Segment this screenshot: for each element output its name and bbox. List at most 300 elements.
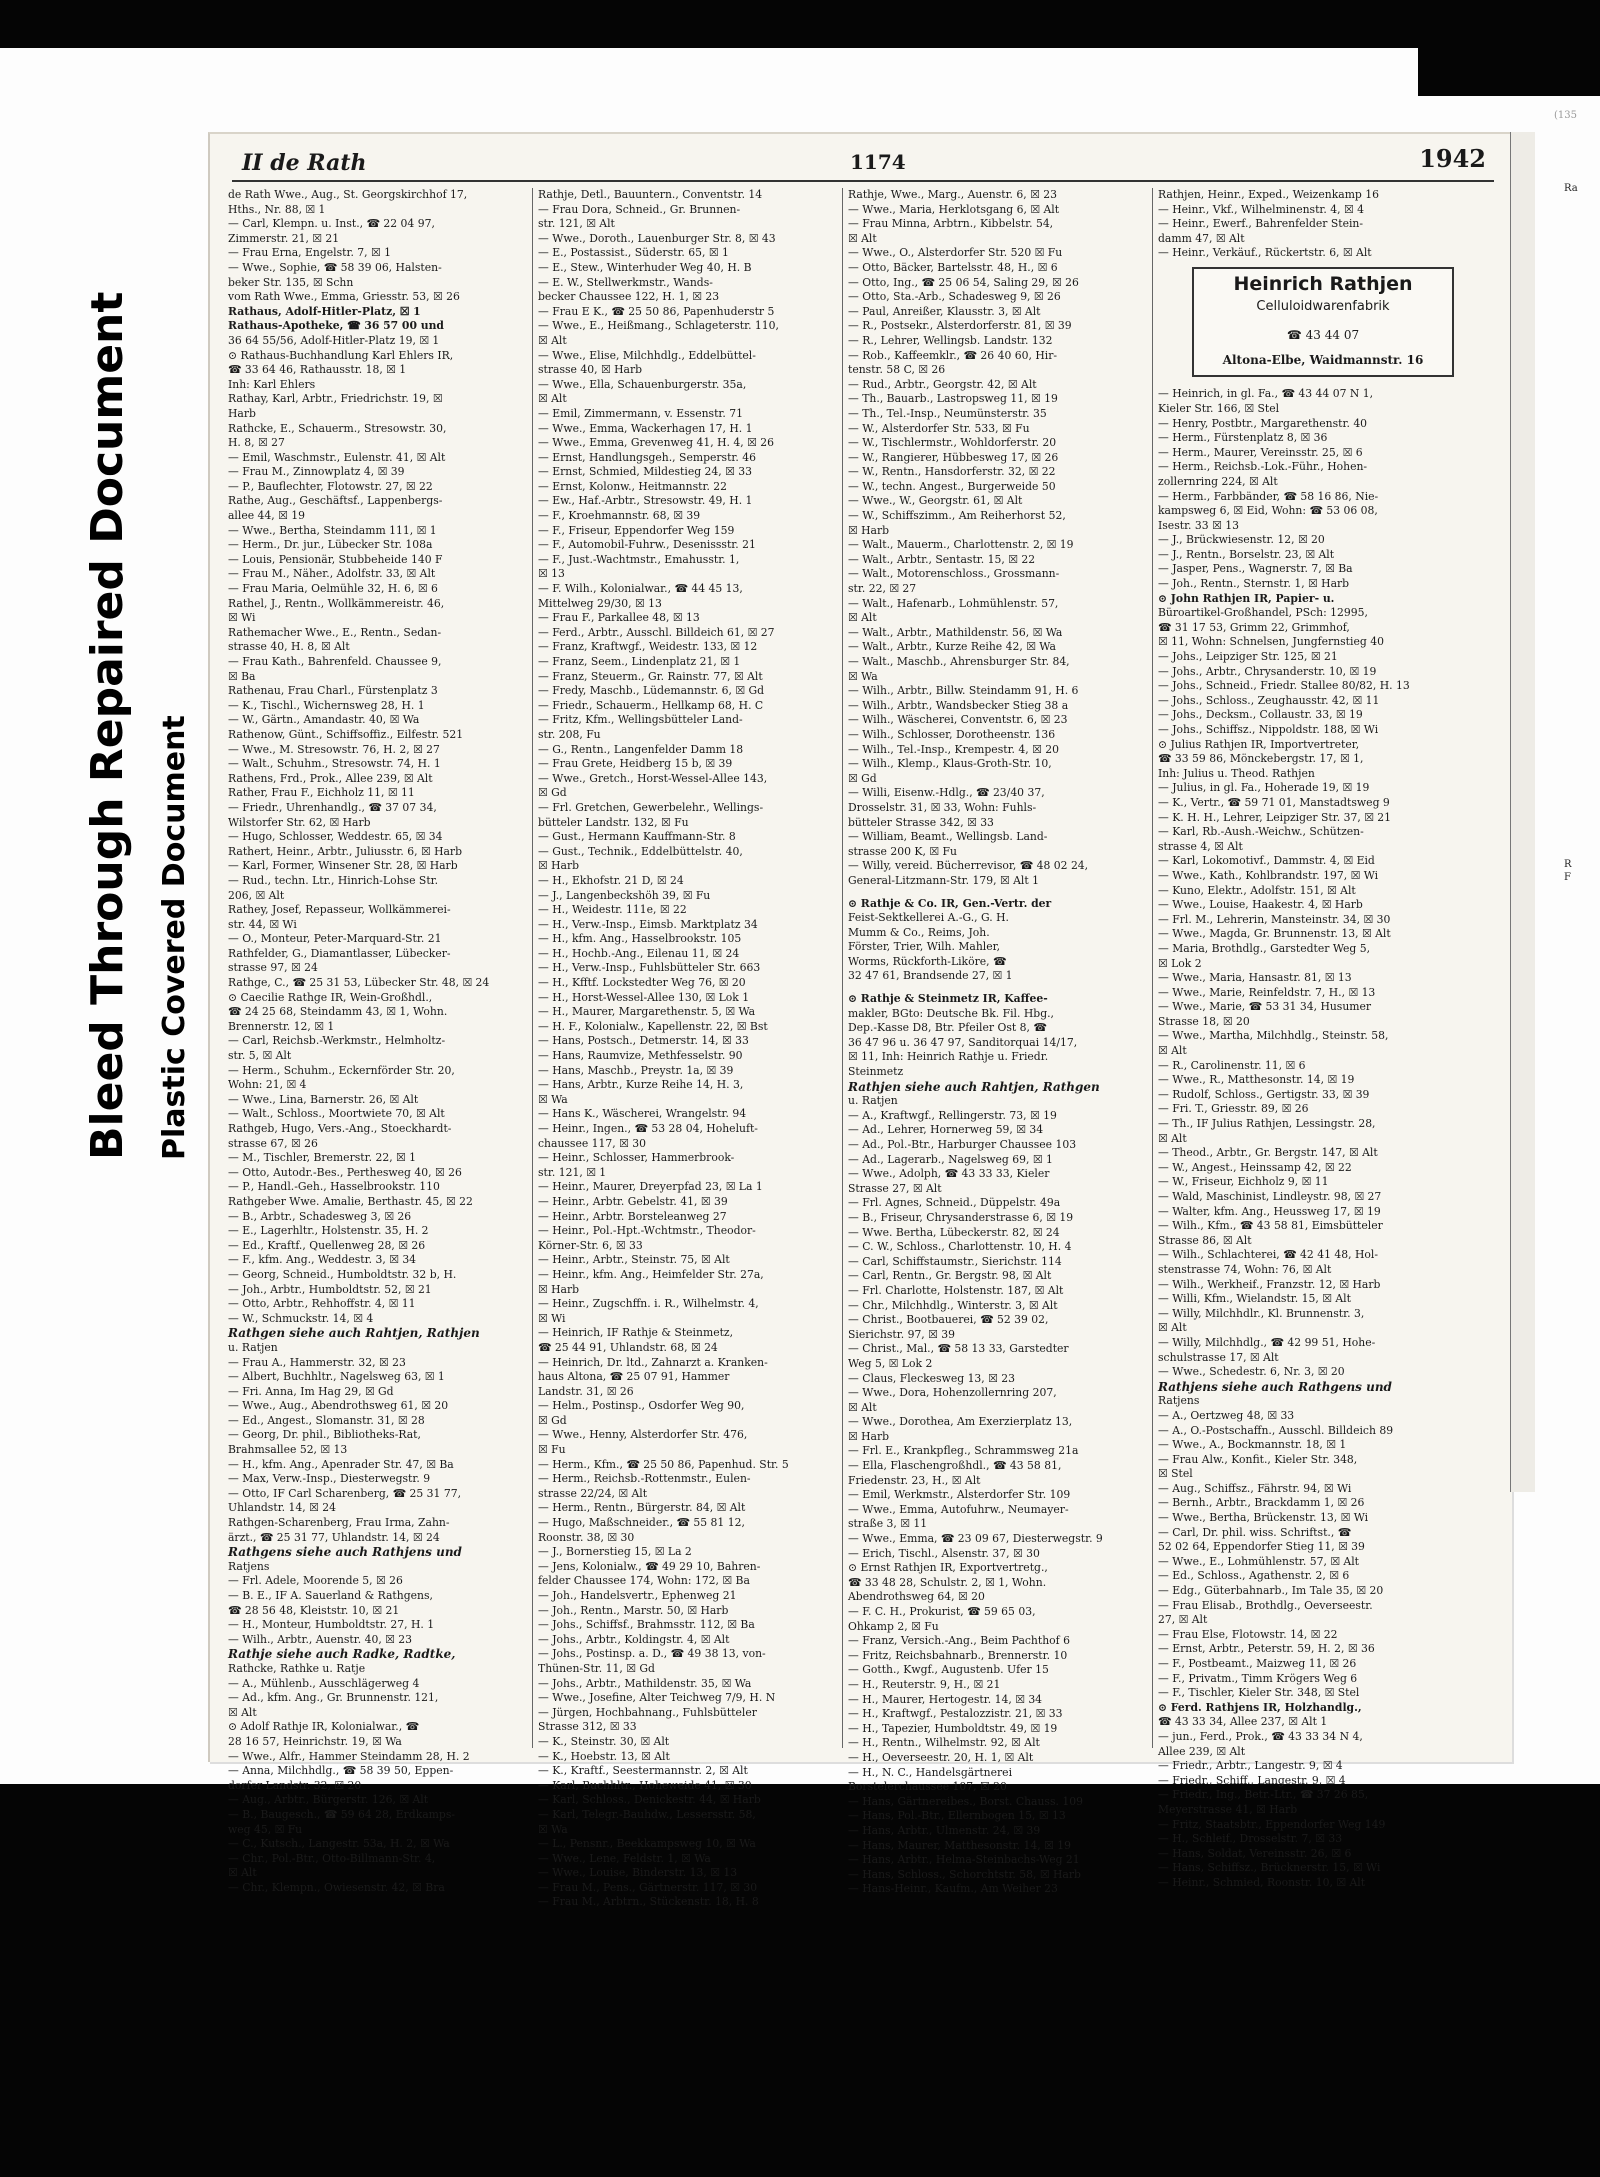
directory-entry: ⊙ Ernst Rathjen IR, Exportvertretg.,: [848, 1561, 1048, 1575]
directory-entry: — Wwe., Doroth., Lauenburger Str. 8, ☒ 43: [538, 231, 776, 245]
directory-entry: — Hans, Maschb., Preystr. 1a, ☒ 39: [538, 1063, 734, 1077]
column-divider: [1152, 188, 1153, 1748]
directory-entry: makler, BGto: Deutsche Bk. Fil. Hbg.,: [848, 1006, 1054, 1020]
directory-entry: — O., Monteur, Peter-Marquard-Str. 21: [228, 932, 442, 946]
directory-entry: — Wwe., Marie, ☎ 53 31 34, Husumer: [1158, 1000, 1372, 1014]
directory-entry: — Ed., Kraftf., Quellenweg 28, ☒ 26: [228, 1238, 426, 1252]
strip-fragment: [1564, 546, 1600, 559]
advert-phone: ☎ 43 44 07: [1286, 328, 1360, 343]
directory-entry: Meyerstrasse 41, ☒ Harb: [1158, 1802, 1298, 1816]
directory-entry: — Wwe., W., Georgstr. 61, ☒ Alt: [848, 494, 1023, 508]
header-rule: [232, 180, 1494, 182]
directory-entry: — H., Rentn., Wilhelmstr. 92, ☒ Alt: [848, 1736, 1040, 1750]
directory-entry: weg 45, ☒ Fu: [228, 1822, 303, 1836]
directory-entry: ☒ Harb: [848, 523, 890, 537]
directory-entry: — Chr., Pol.-Btr., Otto-Billmann-Str. 4,: [228, 1851, 436, 1865]
directory-entry: strasse 200 K, ☒ Fu: [848, 844, 957, 858]
directory-entry: — W., Rentn., Hansdorferstr. 32, ☒ 22: [848, 465, 1056, 479]
directory-entry: Roonstr. 38, ☒ 30: [538, 1530, 635, 1544]
directory-entry: Weg 5, ☒ Lok 2: [848, 1356, 933, 1370]
directory-entry: — Wwe., Adolph, ☎ 43 33 33, Kieler: [848, 1167, 1050, 1181]
directory-entry: — Karl, Buchhltr., Hoheweide 41, ☒ 30: [538, 1778, 752, 1792]
directory-entry: — Frl. Agnes, Schneid., Düppelstr. 49a: [848, 1196, 1061, 1210]
directory-entry: — K., Hoebstr. 13, ☒ Alt: [538, 1749, 670, 1763]
directory-entry: ⊙ Rathaus-Buchhandlung Karl Ehlers IR,: [228, 348, 454, 362]
directory-entry: — H., Kfftf. Lockstedter Weg 76, ☒ 20: [538, 976, 746, 990]
directory-entry: — Wwe., Dorothea, Am Exerzierplatz 13,: [848, 1415, 1073, 1429]
company-advertisement: [1192, 267, 1454, 377]
directory-entry: — G., Rentn., Langenfelder Damm 18: [538, 742, 744, 756]
directory-entry: ☎ 33 59 86, Mönckebergstr. 17, ☒ 1,: [1158, 752, 1364, 766]
directory-entry: — H. F., Kolonialw., Kapellenstr. 22, ☒ Bst: [538, 1019, 768, 1033]
strip-fragment: [1564, 260, 1600, 273]
directory-entry: — Fritz, Reichsbahnarb., Brennerstr. 10: [848, 1648, 1068, 1662]
directory-entry: — Emil, Waschmstr., Eulenstr. 41, ☒ Alt: [228, 450, 446, 464]
directory-entry: — Anna, Milchhdlg., ☎ 58 39 50, Eppen-: [228, 1764, 454, 1778]
directory-entry: — Emil, Zimmermann, v. Essenstr. 71: [538, 406, 743, 420]
directory-entry: — B., Baugesch., ☎ 59 64 28, Erdkamps-: [228, 1807, 456, 1821]
directory-entry: — Frau A., Hammerstr. 32, ☒ 23: [228, 1355, 406, 1369]
directory-entry: — A., Oertzweg 48, ☒ 33: [1158, 1408, 1295, 1422]
directory-entry: — Wwe., Emma, ☎ 23 09 67, Diesterwegstr. 9: [848, 1532, 1103, 1546]
directory-entry: Brennerstr. 12, ☒ 1: [228, 1019, 335, 1033]
directory-entry: str. 121, ☒ 1: [538, 1165, 607, 1179]
directory-entry: — P., Handl.-Geh., Hasselbrookstr. 110: [228, 1180, 440, 1194]
directory-entry: — J., Bornerstieg 15, ☒ La 2: [538, 1545, 692, 1559]
directory-entry: — Edg., Güterbahnarb., Im Tale 35, ☒ 20: [1158, 1584, 1384, 1598]
directory-entry: — C., Kutsch., Langestr. 53a, H. 2, ☒ Wa: [228, 1837, 450, 1851]
strip-fragment: [1564, 481, 1600, 494]
strip-fragment: [1564, 247, 1600, 260]
directory-entry: — Frl. M., Lehrerin, Mansteinstr. 34, ☒ 30: [1158, 912, 1391, 926]
directory-entry: ☒ Gd: [538, 786, 567, 800]
directory-entry: — J., Brückwiesenstr. 12, ☒ 20: [1158, 533, 1325, 547]
directory-entry: Wilstorfer Str. 62, ☒ Harb: [228, 815, 371, 829]
strip-fragment: [1564, 650, 1600, 663]
strip-fragment: [1564, 689, 1600, 702]
directory-entry: — F., Tischler, Kieler Str. 348, ☒ Stel: [1158, 1686, 1360, 1700]
strip-fragment: [1564, 910, 1600, 923]
strip-fragment: [1564, 338, 1600, 351]
directory-entry: — Otto, Arbtr., Rehhoffstr. 4, ☒ 11: [228, 1297, 416, 1311]
directory-entry: — Georg, Schneid., Humboldtstr. 32 b, H.: [228, 1267, 457, 1281]
directory-entry: Rathey, Josef, Repasseur, Wollkämmerei-: [228, 903, 451, 917]
directory-entry: — Frau M., Näher., Adolfstr. 33, ☒ Alt: [228, 567, 436, 581]
column-2: [538, 188, 838, 1909]
directory-entry: — Wwe., Alfr., Hammer Steindamm 28, H. 2: [228, 1749, 470, 1763]
directory-entry: ☎ 24 25 68, Steindamm 43, ☒ 1, Wohn.: [228, 1005, 448, 1019]
strip-fragment: [1564, 390, 1600, 403]
directory-entry: Abendrothsweg 64, ☒ 20: [848, 1590, 985, 1604]
directory-entry: — Karl, Telegr.-Bauhdw., Lessersstr. 58,: [538, 1807, 756, 1821]
directory-entry: Rathe, Aug., Geschäftsf., Lappenbergs-: [228, 494, 443, 508]
directory-entry: — Willi, Eisenw.-Hdlg., ☎ 23/40 37,: [848, 786, 1045, 800]
directory-entry: Ratjens: [1158, 1394, 1200, 1408]
directory-entry: — Heinr., Maurer, Dreyerpfad 23, ☒ La 1: [538, 1180, 763, 1194]
directory-entry: — Ernst, Schmied, Mildestieg 24, ☒ 33: [538, 465, 753, 479]
directory-entry: Brahmsallee 52, ☒ 13: [228, 1443, 348, 1457]
directory-entry: Rathcke, Rathke u. Ratje: [228, 1661, 366, 1675]
directory-entry: — Herm., Schuhm., Eckernförder Str. 20,: [228, 1063, 455, 1077]
directory-entry: — Wwe., E., Heißmang., Schlageterstr. 110,: [538, 319, 779, 333]
directory-entry: — Wald, Maschinist, Lindleystr. 98, ☒ 27: [1158, 1190, 1382, 1203]
directory-entry: — Frl. Adele, Moorende 5, ☒ 26: [228, 1574, 403, 1588]
directory-entry: — Otto, IF Carl Scharenberg, ☎ 25 31 77,: [228, 1486, 462, 1500]
directory-entry: — Helm., Postinsp., Osdorfer Weg 90,: [538, 1399, 745, 1413]
directory-entry: Rathje, Detl., Bauuntern., Conventstr. 14: [538, 188, 763, 201]
directory-entry: — Hans, Maurer, Matthesonstr. 14, ☒ 19: [848, 1838, 1071, 1852]
strip-fragment: [1564, 442, 1600, 455]
directory-entry: Rathgeb, Hugo, Vers.-Ang., Stoeckhardt-: [228, 1122, 452, 1135]
directory-entry: — Franz, Versich.-Ang., Beim Pachthof 6: [848, 1634, 1070, 1648]
directory-entry: ☎ 43 33 34, Allee 237, ☒ Alt 1: [1158, 1715, 1328, 1729]
directory-entry: — Friedr., Ing., Betr.-Ltr., ☎ 37 26 85,: [1158, 1788, 1369, 1802]
directory-entry: Wohn: 21, ☒ 4: [228, 1078, 307, 1092]
directory-entry: Uhlandstr. 14, ☒ 24: [228, 1501, 336, 1515]
strip-fragment: [1564, 585, 1600, 598]
strip-fragment: [1564, 364, 1600, 377]
strip-fragment: [1564, 923, 1600, 936]
directory-entry: — E., Postassist., Süderstr. 65, ☒ 1: [538, 246, 729, 260]
directory-entry: — Frau Else, Flotowstr. 14, ☒ 22: [1158, 1627, 1338, 1641]
strip-fragment: [1564, 780, 1600, 793]
directory-entry: — Wwe., Josefine, Alter Teichweg 7/9, H. N: [538, 1691, 776, 1705]
directory-entry: — Hugo, Schlosser, Weddestr. 65, ☒ 34: [228, 830, 443, 844]
next-page-edge: [1510, 132, 1535, 1492]
directory-entry: Förster, Trier, Wilh. Mahler,: [848, 940, 1001, 954]
directory-entry: — Wwe., O., Alsterdorfer Str. 520 ☒ Fu: [848, 246, 1063, 260]
directory-entry: 32 47 61, Brandsende 27, ☒ 1: [848, 969, 1013, 983]
directory-entry: — Fredy, Maschb., Lüdemannstr. 6, ☒ Gd: [538, 684, 765, 698]
directory-entry: — Ad., Lehrer, Hornerweg 59, ☒ 34: [848, 1123, 1044, 1137]
directory-entry: ☒ Gd: [538, 1413, 567, 1427]
strip-fragment: [1564, 793, 1600, 806]
directory-entry: — C. W., Schloss., Charlottenstr. 10, H. 4: [848, 1240, 1072, 1254]
directory-entry: — Gust., Hermann Kauffmann-Str. 8: [538, 830, 736, 844]
directory-entry: — H., Ekhofstr. 21 D, ☒ 24: [538, 873, 684, 887]
strip-fragment: [1564, 754, 1600, 767]
directory-entry: — Herm., Dr. jur., Lübecker Str. 108a: [228, 538, 433, 552]
directory-entry: Ohkamp 2, ☒ Fu: [848, 1619, 939, 1633]
directory-entry: ☒ Wa: [538, 1092, 568, 1106]
directory-entry: Rathgen-Scharenberg, Frau Irma, Zahn-: [228, 1516, 450, 1530]
directory-entry: — Hans, Arbtr., Helma-Steinbachs-Weg 21: [848, 1853, 1080, 1867]
directory-entry: — Jürgen, Hochbahnang., Fuhlsbütteler: [538, 1705, 757, 1719]
directory-entry: ☒ 11, Wohn: Schnelsen, Jungfernstieg 40: [1158, 635, 1384, 649]
strip-fragment: [1564, 884, 1600, 897]
directory-entry: — Wwe., Maria, Herklotsgang 6, ☒ Alt: [848, 202, 1060, 216]
directory-entry: ☎ 31 17 53, Grimm 22, Grimmhof,: [1158, 620, 1350, 634]
strip-fragment: [1564, 507, 1600, 520]
directory-entry: — Willi, Kfm., Wielandstr. 15, ☒ Alt: [1158, 1292, 1351, 1306]
directory-entry: — F., Friseur, Eppendorfer Weg 159: [538, 523, 735, 537]
directory-entry: — Friedr., Uhrenhandlg., ☎ 37 07 34,: [228, 800, 437, 814]
directory-entry: General-Litzmann-Str. 179, ☒ Alt 1: [848, 873, 1039, 887]
directory-entry: — Willy, Milchhdlr., Kl. Brunnenstr. 3,: [1158, 1306, 1365, 1320]
directory-entry: — F., kfm. Ang., Weddestr. 3, ☒ 34: [228, 1253, 417, 1267]
directory-entry: — Hans K., Wäscherei, Wrangelstr. 94: [538, 1107, 747, 1121]
directory-entry: — H., Hochb.-Ang., Eilenau 11, ☒ 24: [538, 946, 740, 960]
directory-entry: — H., Monteur, Humboldtstr. 27, H. 1: [228, 1618, 435, 1632]
directory-entry: — Albert, Buchhltr., Nagelsweg 63, ☒ 1: [228, 1370, 445, 1384]
directory-entry: — H., Verw.-Insp., Eimsb. Marktplatz 34: [538, 917, 758, 931]
directory-entry: — Rud., techn. Ltr., Hinrich-Lohse Str.: [228, 873, 439, 887]
directory-entry: Rathge, C., ☎ 25 31 53, Lübecker Str. 48, ☒ 24: [228, 976, 490, 990]
directory-entry: — P., Bauflechter, Flotowstr. 27, ☒ 22: [228, 479, 433, 493]
directory-entry: — W., Friseur, Eichholz 9, ☒ 11: [1158, 1175, 1329, 1189]
adjacent-page-strip: [1564, 182, 1600, 1082]
directory-entry: — F., Privatm., Timm Krögers Weg 6: [1158, 1671, 1358, 1685]
strip-fragment: [1564, 455, 1600, 468]
directory-entry: [848, 889, 1148, 897]
directory-entry: — Th., IF Julius Rathjen, Lessingstr. 28,: [1158, 1117, 1376, 1131]
directory-entry: stenstrasse 74, Wohn: 76, ☒ Alt: [1158, 1262, 1332, 1276]
directory-entry: — B., Friseur, Chrysanderstrasse 6, ☒ 19: [848, 1210, 1074, 1224]
directory-entry: haus Altona, ☎ 25 07 91, Hammer: [538, 1370, 730, 1384]
directory-entry: — Rob., Kaffeemklr., ☎ 26 40 60, Hir-: [848, 348, 1058, 362]
directory-entry: Rathel, J., Rentn., Wollkämmereistr. 46,: [228, 596, 445, 610]
directory-entry: — Christ., Bootbauerei, ☎ 52 39 02,: [848, 1313, 1049, 1327]
directory-entry: Friedenstr. 23, H., ☒ Alt: [848, 1473, 981, 1487]
directory-entry: — Th., Tel.-Insp., Neumünsterstr. 35: [848, 406, 1047, 420]
directory-entry: — Walt., Schuhm., Stresowstr. 74, H. 1: [228, 757, 441, 771]
directory-entry: Mittelweg 29/30, ☒ 13: [538, 596, 662, 610]
directory-entry: — Carl, Klempn. u. Inst., ☎ 22 04 97,: [228, 217, 435, 231]
directory-entry: — Louis, Pensionär, Stubbeheide 140 F: [228, 552, 443, 566]
directory-entry: Kieler Str. 166, ☒ Stel: [1158, 401, 1280, 415]
strip-fragment: [1564, 572, 1600, 585]
directory-entry: — Walt., Schloss., Moortwiete 70, ☒ Alt: [228, 1107, 445, 1121]
directory-entry: Isestr. 33 ☒ 13: [1158, 518, 1239, 532]
document-condition-stamps: [82, 260, 192, 1160]
directory-entry: — Wilh., Arbtr., Auenstr. 40, ☒ 23: [228, 1632, 413, 1646]
directory-entry: — H., Oeverseestr. 20, H. 1, ☒ Alt: [848, 1750, 1034, 1764]
directory-entry: — Th., Bauarb., Lastropsweg 11, ☒ 19: [848, 392, 1058, 406]
directory-entry: Ratjens: [228, 1559, 270, 1573]
directory-entry: — W., Schmuckstr. 14, ☒ 4: [228, 1311, 374, 1325]
directory-entry: — Wilh., Tel.-Insp., Krempestr. 4, ☒ 20: [848, 742, 1060, 756]
directory-entry: — Wwe. Bertha, Lübeckerstr. 82, ☒ 24: [848, 1225, 1060, 1239]
directory-entry: — Wwe., E., Lohmühlenstr. 57, ☒ Alt: [1158, 1554, 1360, 1568]
directory-entry: — B. E., IF A. Sauerland & Rathgens,: [228, 1589, 433, 1602]
cross-reference-heading: Rathjen siehe auch Rahtjen, Rathgen: [848, 1079, 1100, 1094]
directory-entry: — F. Wilh., Kolonialwar., ☎ 44 45 13,: [538, 582, 743, 596]
directory-entry: — Frl. Gretchen, Gewerbelehr., Wellings-: [538, 800, 764, 814]
strip-fragment: [1564, 195, 1600, 208]
directory-entry: — Walt., Maschb., Ahrensburger Str. 84,: [848, 655, 1070, 668]
directory-entry: Körner-Str. 6, ☒ 33: [538, 1238, 643, 1252]
directory-entry: — H., Maurer, Margarethenstr. 5, ☒ Wa: [538, 1005, 756, 1019]
directory-entry: Borstelerchaussee 107, ☒ 20: [848, 1780, 1007, 1794]
firm-entry: ⊙ Rathje & Co. IR, Gen.-Vertr. der: [848, 896, 1052, 910]
directory-entry: — Johs., Arbtr., Chrysanderstr. 10, ☒ 19: [1158, 664, 1377, 678]
directory-entry: strasse 67, ☒ 26: [228, 1136, 318, 1150]
directory-entry: — Johs., Postinsp. a. D., ☎ 49 38 13, von-: [538, 1647, 766, 1661]
directory-entry: — E. W., Stellwerkmstr., Wands-: [538, 275, 713, 289]
strip-fragment: [1564, 377, 1600, 390]
column-3: [848, 188, 1148, 1896]
directory-entry: — Walt., Arbtr., Mathildenstr. 56, ☒ Wa: [848, 625, 1063, 639]
strip-fragment: [1564, 429, 1600, 442]
directory-entry: — R., Postsekr., Alsterdorferstr. 81, ☒ 39: [848, 319, 1072, 333]
directory-entry: — Hans, Schiffsz., Brücknerstr. 15, ☒ Wi: [1158, 1861, 1381, 1875]
directory-entry: — Heinr., Arbtr. Borsteleanweg 27: [538, 1209, 727, 1223]
directory-entry: — Joh., Arbtr., Humboldtstr. 52, ☒ 21: [228, 1282, 432, 1296]
directory-entry: zollernring 224, ☒ Alt: [1158, 474, 1278, 488]
directory-entry: — Wwe., Elise, Milchhdlg., Eddelbüttel-: [538, 348, 756, 362]
directory-entry: — Otto, Ing., ☎ 25 06 54, Saling 29, ☒ 26: [848, 275, 1079, 289]
directory-entry: — Heinr., Vkf., Wilhelminenstr. 4, ☒ 4: [1158, 202, 1364, 216]
directory-entry: — Heinrich, IF Rathje & Steinmetz,: [538, 1326, 734, 1340]
directory-entry: — Herm., Fürstenplatz 8, ☒ 36: [1158, 431, 1328, 445]
advert-address: Altona-Elbe, Waidmannstr. 16: [1222, 352, 1424, 367]
strip-fragment: [1564, 273, 1600, 286]
strip-fragment: [1564, 286, 1600, 299]
directory-entry: — K., Tischl., Wichernsweg 28, H. 1: [228, 698, 425, 712]
directory-entry: ☒ Alt: [538, 392, 567, 406]
directory-entry: — Johs., Schneid., Friedr. Stallee 80/82, H. 13: [1158, 679, 1410, 693]
directory-entry: — Ed., Angest., Slomanstr. 31, ☒ 28: [228, 1413, 425, 1427]
directory-entry: Rathgeber Wwe. Amalie, Berthastr. 45, ☒ 22: [228, 1194, 473, 1208]
cross-reference-heading: Rathgen siehe auch Rahtjen, Rathjen: [228, 1326, 480, 1341]
directory-entry: — K., Steinstr. 30, ☒ Alt: [538, 1734, 670, 1748]
directory-entry: — Franz, Seem., Lindenplatz 21, ☒ 1: [538, 655, 741, 668]
directory-entry: — Aug., Schiffsz., Fährstr. 94, ☒ Wi: [1158, 1481, 1352, 1495]
directory-entry: — H., N. C., Handelsgärtnerei: [848, 1765, 1013, 1779]
directory-entry: — Walter, kfm. Ang., Heussweg 17, ☒ 19: [1158, 1204, 1381, 1218]
directory-entry: — Wilh., Schlosser, Dorotheenstr. 136: [848, 727, 1056, 741]
directory-entry: — Karl, Former, Winsener Str. 28, ☒ Harb: [228, 859, 458, 873]
directory-entry: — Karl, Rb.-Aush.-Weichw., Schützen-: [1158, 825, 1364, 839]
directory-entry: — Willy, Milchhdlg., ☎ 42 99 51, Hohe-: [1158, 1335, 1376, 1349]
directory-entry: — Frau E K., ☎ 25 50 86, Papenhuderstr 5: [538, 304, 775, 318]
directory-entry: 206, ☒ Alt: [228, 888, 285, 902]
directory-entry: ☎ 25 44 91, Uhlandstr. 68, ☒ 24: [538, 1340, 718, 1354]
strip-fragment: [1564, 741, 1600, 754]
directory-entry: str. 121, ☒ Alt: [538, 217, 615, 231]
directory-entry: Dep.-Kasse D8, Btr. Pfeiler Ost 8, ☎: [848, 1021, 1047, 1035]
directory-entry: strasse 40, H. 8, ☒ Alt: [228, 640, 350, 654]
directory-entry: — Heinr., Schmied, Roonstr. 10, ☒ Alt: [1158, 1875, 1366, 1889]
directory-entry: — L., Pensnr., Beekkampsweg 10, ☒ Wa: [538, 1837, 756, 1851]
directory-entry: Inh: Karl Ehlers: [228, 377, 316, 391]
top-black-band: [0, 0, 1600, 48]
plastic-covered-stamp: Plastic Covered Document: [157, 715, 192, 1160]
page-header: [210, 144, 1512, 178]
directory-entry: — F., Postbeamt., Maizweg 11, ☒ 26: [1158, 1657, 1357, 1670]
strip-fragment: [1564, 676, 1600, 689]
directory-entry: — Ad., kfm. Ang., Gr. Brunnenstr. 121,: [228, 1691, 439, 1705]
strip-fragment: [1564, 598, 1600, 611]
directory-entry: — Heinr., Schlosser, Hammerbrook-: [538, 1151, 735, 1165]
directory-entry: — Herm., Maurer, Vereinsstr. 25, ☒ 6: [1158, 445, 1363, 459]
directory-entry: — Max, Verw.-Insp., Diesterwegstr. 9: [228, 1472, 431, 1486]
directory-entry: strasse 22/24, ☒ Alt: [538, 1486, 648, 1500]
directory-entry: — Hugo, Maßschneider., ☎ 55 81 12,: [538, 1516, 745, 1530]
directory-entry: — H., Schleif., Drosselstr. 7, ☒ 33: [1158, 1832, 1343, 1846]
directory-entry: — Frau Kath., Bahrenfeld. Chaussee 9,: [228, 655, 442, 668]
directory-entry: — Wwe., Kath., Kohlbrandstr. 197, ☒ Wi: [1158, 868, 1379, 882]
directory-entry: Hths., Nr. 88, ☒ 1: [228, 202, 326, 216]
directory-entry: — H., Weidestr. 111e, ☒ 22: [538, 903, 687, 917]
directory-entry: 52 02 64, Eppendorfer Stieg 11, ☒ 39: [1158, 1540, 1365, 1554]
directory-entry: bütteler Landstr. 132, ☒ Fu: [538, 815, 689, 829]
directory-entry: Rathje, Wwe., Marg., Auenstr. 6, ☒ 23: [848, 188, 1057, 201]
directory-entry: — Wwe., Bertha, Steindamm 111, ☒ 1: [228, 523, 437, 537]
directory-entry: straße 3, ☒ 11: [848, 1517, 928, 1531]
strip-fragment: R: [1564, 859, 1572, 870]
directory-entry: — W., Rangierer, Hübbesweg 17, ☒ 26: [848, 450, 1059, 464]
directory-entry: — Wwe., M. Stresowstr. 76, H. 2, ☒ 27: [228, 742, 440, 756]
directory-entry: — Wwe., R., Matthesonstr. 14, ☒ 19: [1158, 1073, 1355, 1087]
directory-entry: — Wwe., Lina, Barnerstr. 26, ☒ Alt: [228, 1092, 419, 1106]
directory-entry: — Frau Alw., Konfit., Kieler Str. 348,: [1158, 1452, 1358, 1466]
directory-entry: — Walt., Motorenschloss., Grossmann-: [848, 567, 1060, 581]
directory-entry: ☒ Wi: [228, 611, 256, 625]
directory-entry: — Heinrich, Dr. ltd., Zahnarzt a. Kranken-: [538, 1355, 768, 1369]
year-label: 1942: [1419, 144, 1486, 173]
strip-fragment: [1564, 949, 1600, 962]
strip-fragment: [1564, 221, 1600, 234]
directory-entry: ☒ Alt: [848, 1400, 877, 1414]
directory-entry: — Wwe., Dora, Hohenzollernring 207,: [848, 1386, 1057, 1400]
directory-entry: Allee 239, ☒ Alt: [1158, 1744, 1246, 1758]
directory-entry: tenstr. 58 C, ☒ 26: [848, 363, 946, 377]
directory-entry: — H., kfm. Ang., Hasselbrookstr. 105: [538, 932, 742, 946]
directory-entry: Rather, Frau F., Eichholz 11, ☒ 11: [228, 786, 415, 800]
directory-entry: — Wwe., A., Bockmannstr. 18, ☒ 1: [1158, 1438, 1347, 1452]
directory-entry: — Frau M., Pens., Gärtnerstr. 117, ☒ 30: [538, 1880, 758, 1894]
directory-entry: Rathemacher Wwe., E., Rentn., Sedan-: [228, 625, 442, 639]
strip-fragment: [1564, 715, 1600, 728]
directory-entry: kampsweg 6, ☒ Eid, Wohn: ☎ 53 06 08,: [1158, 504, 1378, 518]
directory-entry: — Ed., Schloss., Agathenstr. 2, ☒ 6: [1158, 1569, 1350, 1583]
directory-entry: damm 47, ☒ Alt: [1158, 231, 1245, 245]
directory-entry: — Wilh., Wäscherei, Conventstr. 6, ☒ 23: [848, 713, 1068, 727]
directory-entry: Strasse 312, ☒ 33: [538, 1720, 637, 1734]
directory-entry: — W., techn. Angest., Burgerweide 50: [848, 479, 1056, 493]
directory-entry: — Fri. T., Griesstr. 89, ☒ 26: [1158, 1102, 1309, 1116]
directory-entry: — Wilh., Werkheif., Franzstr. 12, ☒ Harb: [1158, 1277, 1381, 1291]
directory-entry: allee 44, ☒ 19: [228, 509, 306, 523]
directory-entry: Rathert, Heinr., Arbtr., Juliusstr. 6, ☒ Harb: [228, 844, 462, 858]
directory-entry: — A., Kraftwgf., Rellingerstr. 73, ☒ 19: [848, 1108, 1057, 1122]
directory-entry: — Karl, Lokomotivf., Dammstr. 4, ☒ Eid: [1158, 854, 1375, 868]
directory-entry: — K. H. H., Lehrer, Leipziger Str. 37, ☒ 21: [1158, 810, 1392, 824]
directory-entry: ☒ Alt: [538, 333, 567, 347]
directory-entry: — Frau Minna, Arbtrn., Kibbelstr. 54,: [848, 217, 1054, 231]
directory-entry: — Paul, Anreißer, Klausstr. 3, ☒ Alt: [848, 304, 1041, 318]
cross-reference-heading: Rathje siehe auch Radke, Radtke,: [228, 1647, 456, 1662]
directory-entry: ☎ 33 48 28, Schulstr. 2, ☒ 1, Wohn.: [848, 1575, 1047, 1589]
directory-entry: Rathenau, Frau Charl., Fürstenplatz 3: [228, 684, 438, 698]
directory-entry: Steinmetz: [848, 1065, 904, 1079]
advert-company-name: Heinrich Rathjen: [1233, 272, 1413, 295]
strip-fragment: [1564, 533, 1600, 546]
directory-entry: — Wwe., Schedestr. 6, Nr. 3, ☒ 20: [1158, 1365, 1345, 1379]
directory-entry: — Herm., Reichsb.-Lok.-Führ., Hohen-: [1158, 460, 1368, 474]
directory-entry: ☒ Wa: [538, 1822, 568, 1836]
directory-entry: — Hans, Soldat, Vereinsstr. 26, ☒ 6: [1158, 1846, 1352, 1860]
directory-entry: ☒ Wi: [538, 1311, 566, 1325]
directory-entry: ☒ Alt: [848, 231, 877, 245]
directory-entry: — H., kfm. Ang., Apenrader Str. 47, ☒ Ba: [228, 1457, 454, 1471]
directory-entry: — E., Lagerhltr., Holstenstr. 35, H. 2: [228, 1224, 429, 1238]
directory-entry: Strasse 86, ☒ Alt: [1158, 1233, 1252, 1247]
directory-entry: chaussee 117, ☒ 30: [538, 1136, 647, 1150]
directory-entry: — Frau F., Parkallee 48, ☒ 13: [538, 611, 700, 625]
directory-entry: Drosselstr. 31, ☒ 33, Wohn: Fuhls-: [848, 800, 1037, 814]
